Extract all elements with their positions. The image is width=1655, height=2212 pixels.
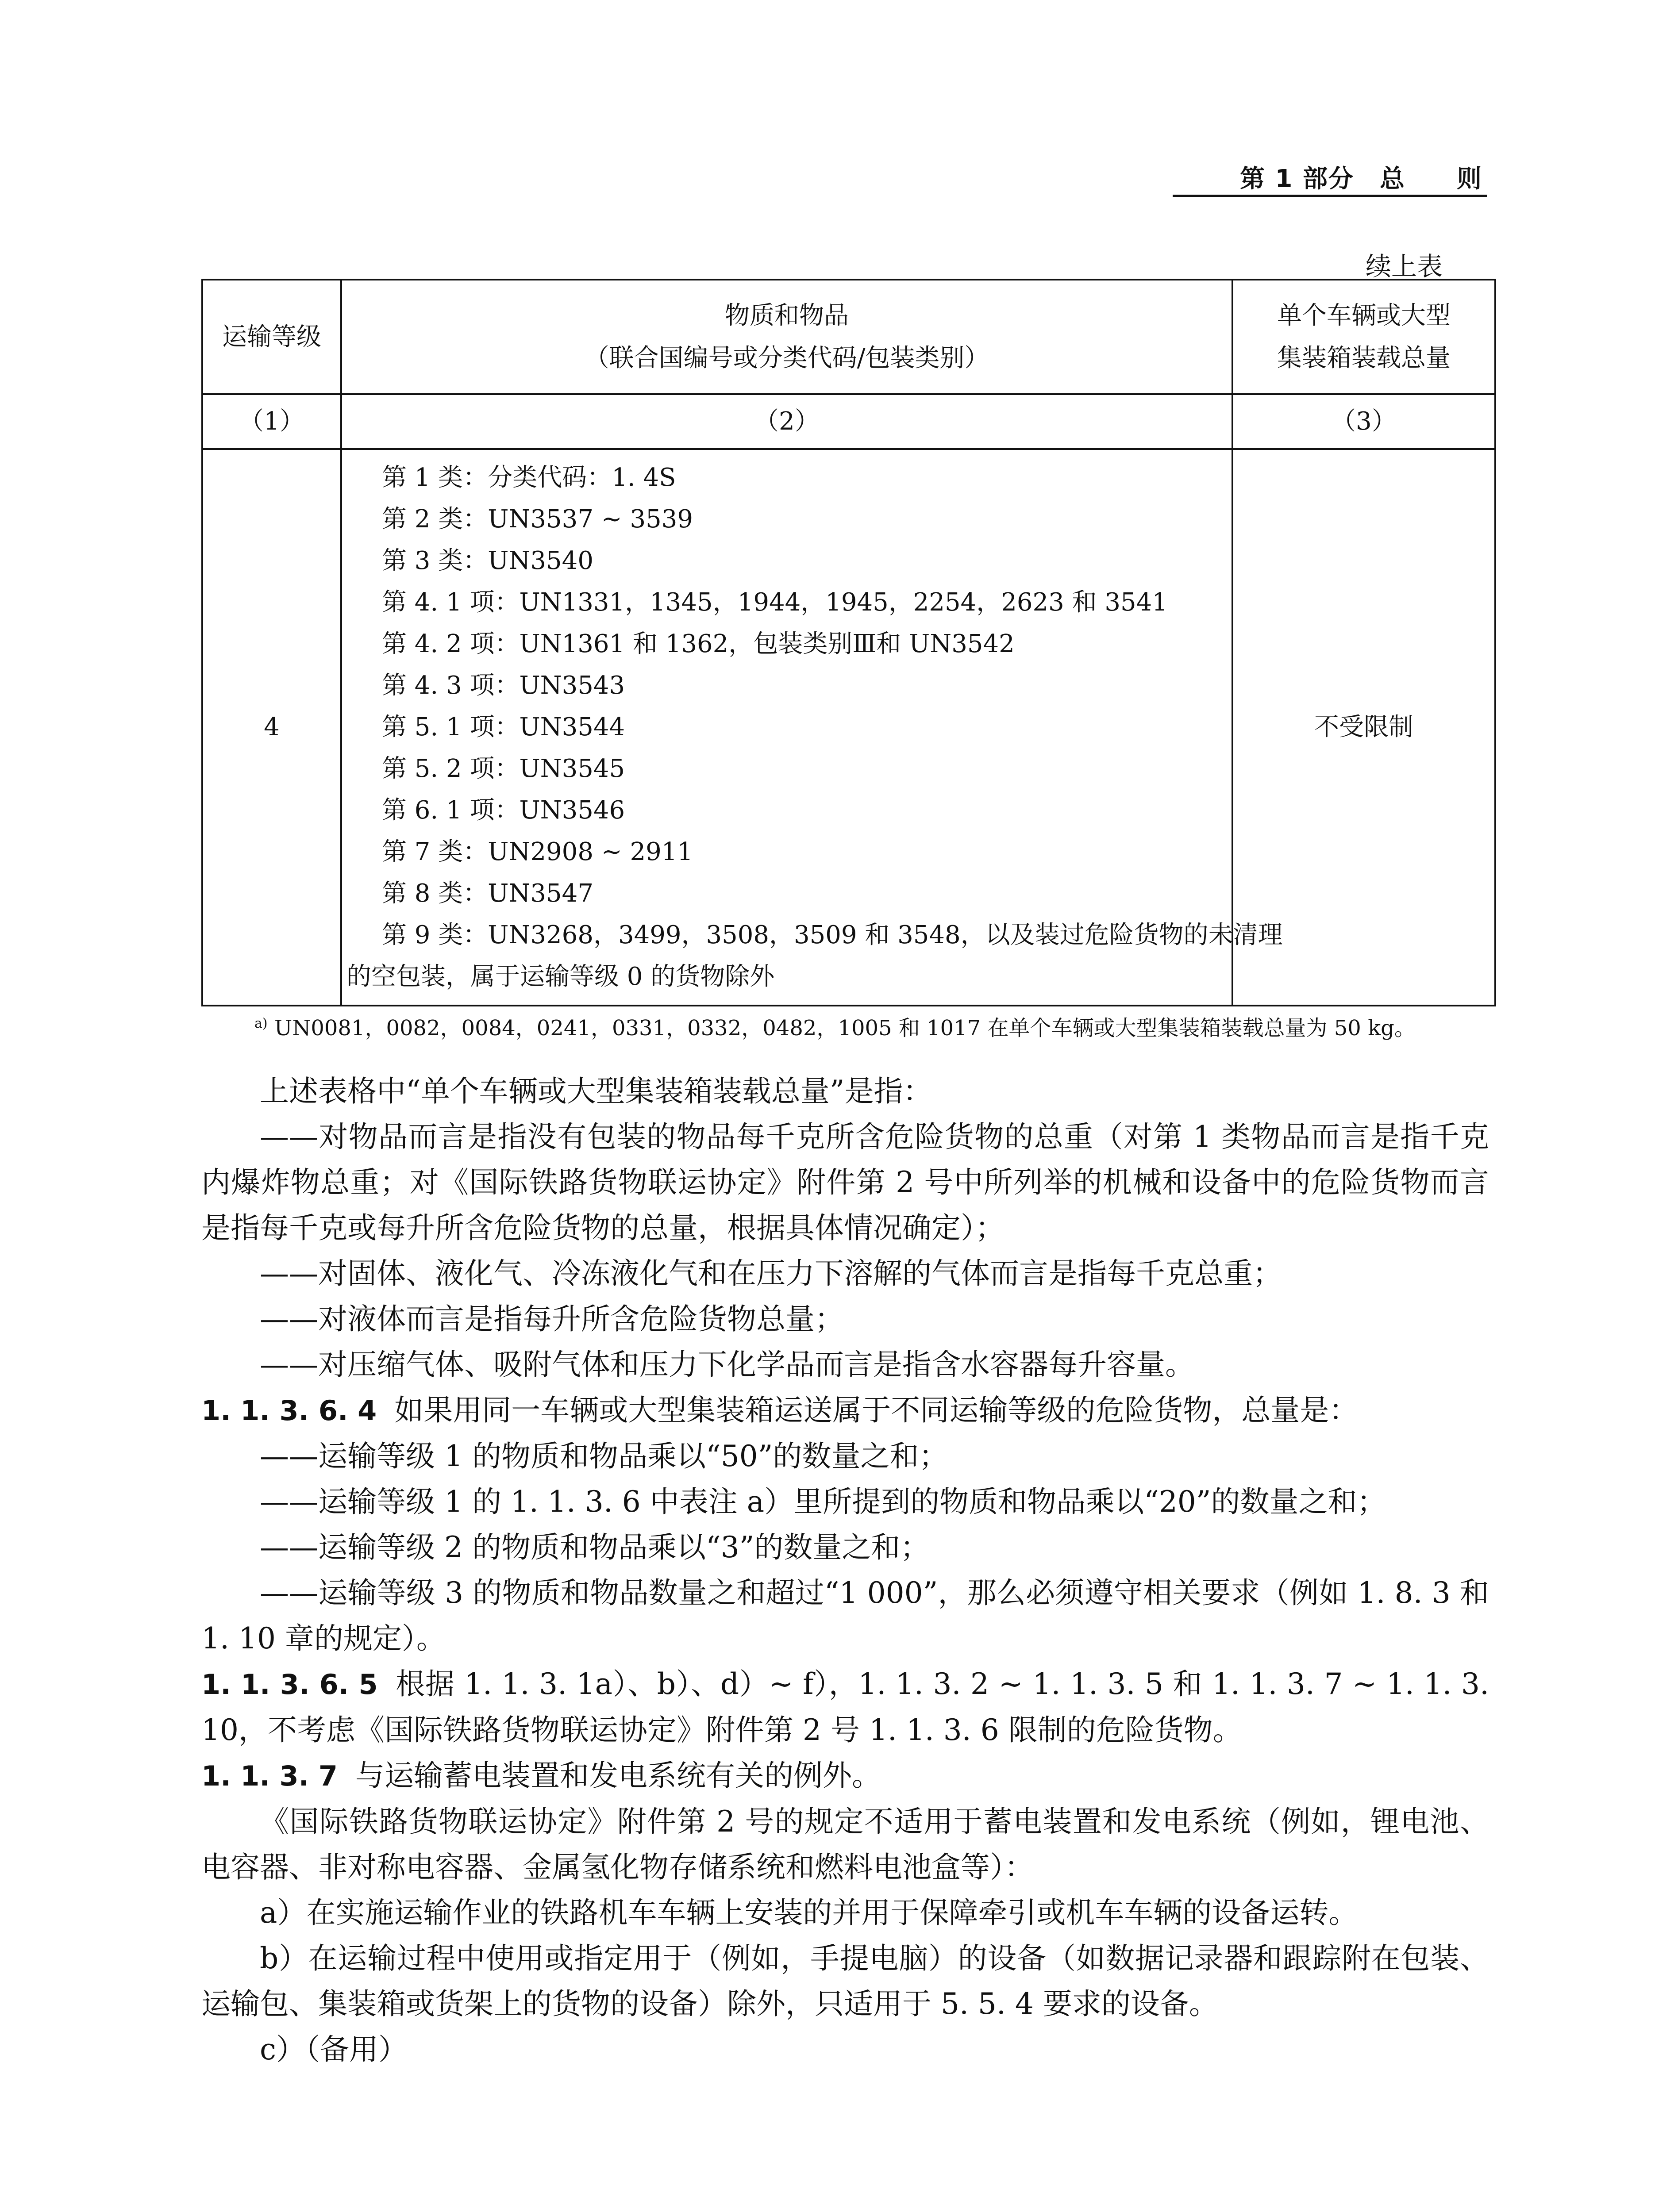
section-1-1-3-7 [201,1753,1489,1799]
list-item: 第 5. 1 项：UN3544 [382,713,625,741]
column-number: （3） [1232,394,1495,449]
list-item: 第 8 类：UN3547 [382,879,593,908]
header-transport-category: 运输等级 [202,280,341,394]
section-1-1-3-6-5 [201,1661,1489,1753]
table-footnote [254,1011,1493,1041]
list-item: 第 9 类：UN3268，3499，3508，3509 和 3548，以及装过危险货物的未清理 [382,921,1283,949]
paragraph: ——对压缩气体、吸附气体和压力下化学品而言是指含水容器每升容量。 [260,1348,1194,1382]
paragraph: ——运输等级 3 的物质和物品数量之和超过“1 000”，那么必须遵守相关要求（例如 1. 8. 3 和 1. 10 章的规定）。 [201,1576,1489,1655]
table-row [202,449,1495,1006]
header-total-quantity-line2: 集装箱装载总量 [1277,343,1451,373]
list-item: 第 6. 1 项：UN3546 [382,796,625,825]
header-rule [1173,195,1487,197]
paragraph: a）在实施运输作业的铁路机车车辆上安装的并用于保障牵引或机车车辆的设备运转。 [260,1896,1358,1930]
table-header-row [202,280,1495,394]
section-1-1-3-6-4 [201,1387,1489,1433]
column-number-row [202,394,1495,449]
paragraph: ——运输等级 1 的 1. 1. 3. 6 中表注 a）里所提到的物质和物品乘以“20”的数量之和； [260,1485,1386,1519]
transport-category-table [201,279,1489,1006]
paragraph: ——对液体而言是指每升所含危险货物总量； [260,1302,844,1336]
section-text: 如果用同一车辆或大型集装箱运送属于不同运输等级的危险货物，总量是： [394,1393,1359,1427]
column-number: （1） [202,394,341,449]
body-text [201,1068,1489,2072]
section-text: 与运输蓄电装置和发电系统有关的例外。 [355,1759,881,1793]
section-number: 1. 1. 3. 6. 5 [201,1668,378,1701]
section-text: 根据 1. 1. 3. 1a）、b）、d）~ f），1. 1. 3. 2 ~ 1. 1. 3. 5 和 1. 1. 3. 7 ~ 1. 1. 3. 10，不考虑《国际铁路货物联运协定》附件第 2 号 1. 1. 3. 6 限制的危险货物。 [201,1667,1489,1747]
list-item: 第 4. 2 项：UN1361 和 1362，包装类别Ⅲ和 UN3542 [382,630,1015,658]
row-total-quantity: 不受限制 [1232,449,1495,1006]
header-substances-line2: （联合国编号或分类代码/包装类别） [584,343,989,373]
list-item: 第 4. 3 项：UN3543 [382,671,625,700]
list-item: 第 2 类：UN3537 ~ 3539 [382,505,693,534]
row-transport-category: 4 [202,449,341,1006]
running-head: 第 1 部分 总 则 [1240,165,1482,193]
paragraph: ——运输等级 2 的物质和物品乘以“3”的数量之和； [260,1530,930,1564]
header-total-quantity [1232,280,1495,394]
continued-label: 续上表 [1365,251,1443,281]
column-number: （2） [341,394,1232,449]
header-total-quantity-line1: 单个车辆或大型 [1277,301,1451,330]
paragraph: b）在运输过程中使用或指定用于（例如，手提电脑）的设备（如数据记录器和跟踪附在包装、运输包、集装箱或货架上的货物的设备）除外，只适用于 5. 5. 4 要求的设备。 [201,1941,1489,2021]
footnote-text: UN0081，0082，0084，0241，0331，0332，0482，1005 和 1017 在单个车辆或大型集装箱装载总量为 50 kg。 [274,1016,1416,1041]
section-number: 1. 1. 3. 6. 4 [201,1394,377,1427]
paragraph: ——对固体、液化气、冷冻液化气和在压力下溶解的气体而言是指每千克总重； [260,1256,1282,1290]
footnote-marker: a) [254,1016,268,1031]
list-item: 第 3 类：UN3540 [382,546,593,575]
paragraph: c）（备用） [260,2032,408,2066]
list-item: 第 7 类：UN2908 ~ 2911 [382,837,693,866]
section-number: 1. 1. 3. 7 [201,1760,338,1792]
list-item: 第 1 类：分类代码：1. 4S [382,463,676,492]
paragraph: 上述表格中“单个车辆或大型集装箱装载总量”是指： [260,1074,932,1108]
paragraph: ——运输等级 1 的物质和物品乘以“50”的数量之和； [260,1439,948,1473]
row-substance-list [341,449,1283,1006]
header-substances-line1: 物质和物品 [725,301,849,330]
list-item: 的空包装，属于运输等级 0 的货物除外 [346,962,775,991]
header-substances [341,280,1232,394]
paragraph: 《国际铁路货物联运协定》附件第 2 号的规定不适用于蓄电装置和发电系统（例如，锂电池、电容器、非对称电容器、金属氢化物存储系统和燃料电池盒等）： [201,1805,1489,1884]
list-item: 第 5. 2 项：UN3545 [382,754,625,783]
list-item: 第 4. 1 项：UN1331，1345，1944，1945，2254，2623 和 3541 [382,588,1168,617]
paragraph: ——对物品而言是指没有包装的物品每千克所含危险货物的总重（对第 1 类物品而言是指千克内爆炸物总重；对《国际铁路货物联运协定》附件第 2 号中所列举的机械和设备中的危险货物而言是指每千克或每升所含危险货物的总量，根据具体情况确定）； [201,1120,1489,1245]
